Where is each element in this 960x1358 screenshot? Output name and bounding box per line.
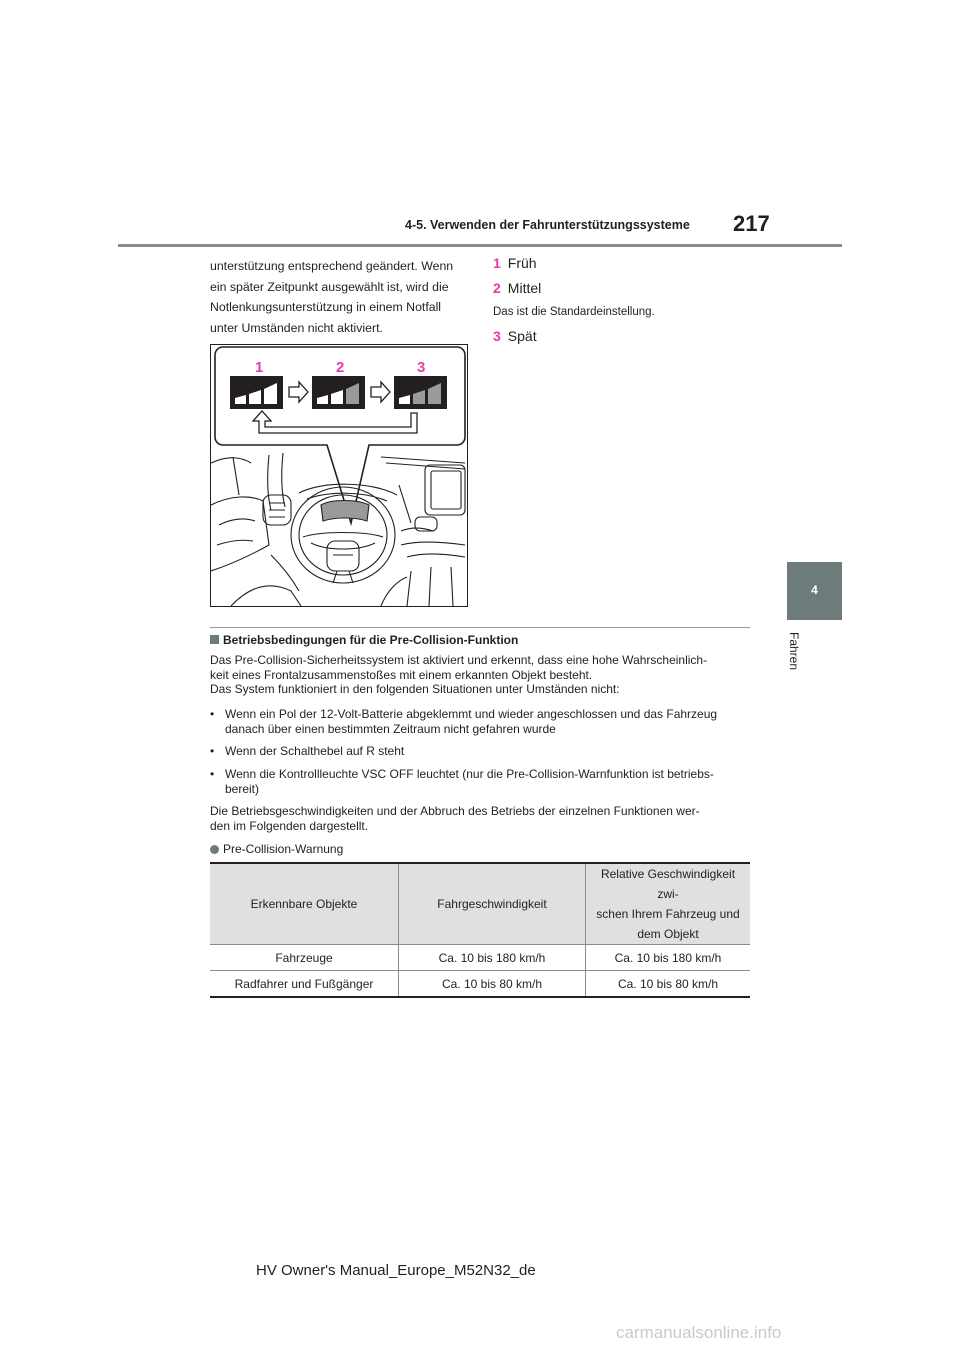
circle-bullet-icon <box>210 845 219 854</box>
function-subheading-text: Pre-Collision-Warnung <box>223 842 344 856</box>
timing-setting-illustration <box>210 344 468 607</box>
option-medium <box>493 280 541 296</box>
chapter-label-text: Fahren <box>787 632 801 671</box>
square-bullet-icon <box>210 635 219 644</box>
function-subheading <box>210 842 343 856</box>
option-label: Spät <box>507 328 537 344</box>
section-heading <box>210 633 518 647</box>
table-cell: Radfahrer und Fußgänger <box>210 971 399 998</box>
section-heading-text: Betriebsbedingungen für die Pre-Collision-Funktion <box>223 633 519 647</box>
table-cell: Ca. 10 bis 180 km/h <box>399 945 586 971</box>
header-text: schen Ihrem Fahrzeug und <box>596 907 740 921</box>
header-text: Fahrgeschwindigkeit <box>437 897 547 911</box>
bullet-dot: • <box>210 767 215 781</box>
section-title: 4-5. Verwenden der Fahrunterstützungssysteme <box>405 218 690 232</box>
illustration-label-2: 2 <box>336 359 345 376</box>
text-line: Das System funktioniert in den folgenden Situationen unter Umständen nicht: <box>210 682 620 696</box>
bullet-line: Wenn die Kontrollleuchte VSC OFF leuchtet (nur die Pre-Collision-Warnfunktion ist betriebs- <box>225 767 714 781</box>
text-line: den im Folgenden dargestellt. <box>210 818 369 833</box>
bullet-line: bereit) <box>225 781 260 796</box>
header-text: Erkennbare Objekte <box>250 897 358 911</box>
option-label: Mittel <box>507 280 542 296</box>
header-rule <box>118 244 842 247</box>
option-number: 3 <box>493 328 501 344</box>
paragraph-line: ein später Zeitpunkt ausgewählt ist, wird die <box>210 279 449 294</box>
table-row <box>210 945 750 971</box>
watermark[interactable]: carmanualsonline.info <box>616 1323 782 1342</box>
timing-display-medium <box>312 376 365 409</box>
table-header-cell <box>399 863 586 945</box>
timing-display-late <box>394 376 447 409</box>
paragraph-line: unterstützung entsprechend geändert. Wenn <box>210 259 454 273</box>
bullet-line: Wenn der Schalthebel auf R steht <box>225 744 405 758</box>
text-line: keit eines Frontalzusammenstoßes mit einem erkannten Objekt besteht. <box>210 667 593 682</box>
option-label: Früh <box>507 255 537 271</box>
option-early <box>493 255 537 271</box>
operating-speed-table <box>210 862 750 998</box>
text-line: Die Betriebsgeschwindigkeiten und der Abbruch des Betriebs der einzelnen Funktionen wer- <box>210 804 700 818</box>
timing-display-early <box>230 376 283 409</box>
document-footer: HV Owner's Manual_Europe_M52N32_de <box>256 1262 536 1279</box>
table-cell: Ca. 10 bis 80 km/h <box>399 971 586 998</box>
table-cell: Ca. 10 bis 180 km/h <box>586 945 751 971</box>
option-number: 1 <box>493 255 501 271</box>
page-number: 217 <box>733 211 770 236</box>
bullet-line: Wenn ein Pol der 12-Volt-Batterie abgeklemmt und wieder angeschlossen und das Fahrzeug <box>225 707 718 721</box>
text-line: Das Pre-Collision-Sicherheitssystem ist aktiviert und erkennt, dass eine hohe Wahrscheinlich- <box>210 653 708 667</box>
table-row <box>210 971 750 998</box>
header-text: dem Objekt <box>637 927 699 941</box>
chapter-label <box>781 632 811 682</box>
bullet-dot: • <box>210 707 215 721</box>
header-text: Relative Geschwindigkeit zwi- <box>600 867 736 901</box>
default-setting-note: Das ist die Standardeinstellung. <box>493 306 655 318</box>
table-header-cell <box>586 863 751 945</box>
paragraph-line: Notlenkungsunterstützung in einem Notfall <box>210 300 442 314</box>
table-cell: Fahrzeuge <box>210 945 399 971</box>
illustration-label-3: 3 <box>417 359 426 376</box>
dashboard-illustration <box>211 345 467 606</box>
section-intro <box>210 653 755 697</box>
illustration-label-1: 1 <box>255 359 264 376</box>
chapter-number: 4 <box>811 583 818 597</box>
section-closing <box>210 804 755 833</box>
bullet-dot: • <box>210 744 215 758</box>
table-header-cell <box>210 863 399 945</box>
option-number: 2 <box>493 280 501 296</box>
table-cell: Ca. 10 bis 80 km/h <box>586 971 751 998</box>
section-divider <box>210 627 750 628</box>
option-late <box>493 328 537 344</box>
intro-paragraph <box>210 256 472 338</box>
bullet-line: danach über einen bestimmten Zeitraum nicht gefahren wurde <box>225 721 556 736</box>
table-header-row <box>210 863 750 945</box>
paragraph-line: unter Umständen nicht aktiviert. <box>210 320 383 335</box>
